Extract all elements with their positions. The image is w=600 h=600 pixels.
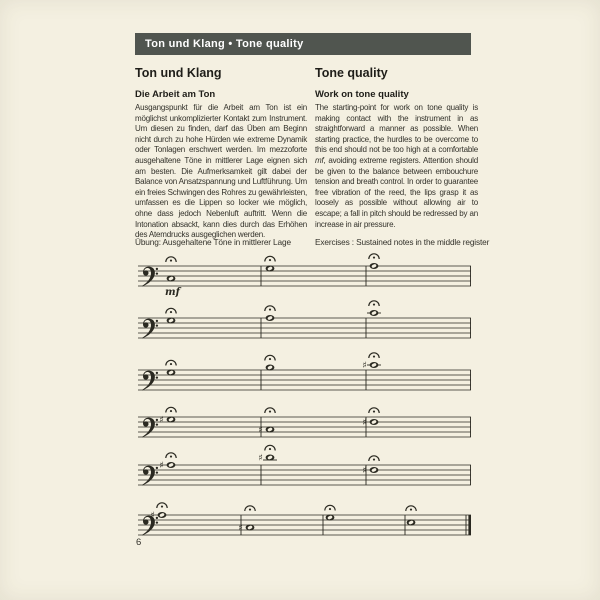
sharp-icon: ♯ bbox=[258, 425, 263, 436]
fermata-dot bbox=[373, 459, 375, 461]
english-body-pre: The starting-point for work on tone quality is making contact with the instrument in as straightforward a manner as possible. When starting practice, the hurdles to be overcome to this end should not be too high at a comfortable bbox=[315, 103, 478, 155]
bass-clef-icon bbox=[142, 418, 158, 438]
sharp-icon: ♯ bbox=[258, 453, 263, 464]
german-title: Ton und Klang bbox=[135, 66, 222, 80]
section-header-label: Ton und Klang • Tone quality bbox=[145, 38, 304, 50]
fermata-dot bbox=[373, 356, 375, 358]
english-subtitle: Work on tone quality bbox=[315, 89, 409, 100]
fermata-dot bbox=[170, 311, 172, 313]
sharp-icon: ♯ bbox=[238, 523, 243, 534]
fermata-dot bbox=[249, 509, 251, 511]
fermata-dot bbox=[170, 410, 172, 412]
english-body-post: , avoiding extreme registers. Attention should be given to the balance between embouchure tension and breath control. In order to guarantee free vibration of the reed, the lips grasp it as loosely as possible without allowing air to escape; a fall in pitch should be redressed by an increase in air pressure. bbox=[315, 155, 478, 229]
fermata-dot bbox=[170, 363, 172, 365]
fermata-dot bbox=[269, 411, 271, 413]
english-title: Tone quality bbox=[315, 66, 388, 80]
fermata-dot bbox=[170, 456, 172, 458]
fermata-dot bbox=[373, 304, 375, 306]
fermata-dot bbox=[410, 509, 412, 511]
sharp-icon: ♯ bbox=[362, 418, 367, 429]
fermata-dot bbox=[269, 309, 271, 311]
fermata-dot bbox=[161, 506, 163, 508]
fermata-dot bbox=[373, 257, 375, 259]
dynamic-marking: mf bbox=[165, 287, 180, 298]
fermata-dot bbox=[269, 259, 271, 261]
fermata-dot bbox=[329, 508, 331, 510]
german-body: Ausgangspunkt für die Arbeit am Ton ist ein möglichst unkomplizierter Kontakt zum Instrument. Um diesen zu finden, darf das Üben am Beginn nicht durch zu hohe Hürden wie extreme Dynamik oder Tonlagen erschwert werden. Im mezzoforte ausgehaltene Töne in mittlerer Lage eignen sich am besten. Die Aufmerksamkeit gilt dabei der Balance von Ansatzspannung und Luftführung. Um ein freies Schwingen des Rohres zu gewährleisten, umfassen es die Lippen so locker wie möglich, ohne dass jedoch Nebenluft auftritt. Wenn die Intonation absackt, kann dies durch das Erhöhen des Atemdrucks ausgeglichen werden. bbox=[135, 103, 307, 240]
fermata-dot bbox=[269, 448, 271, 450]
page-number: 6 bbox=[136, 537, 142, 548]
music-staff bbox=[137, 493, 475, 557]
final-barline-thick bbox=[468, 515, 471, 535]
bass-clef-icon bbox=[142, 319, 158, 339]
sharp-icon: ♯ bbox=[150, 511, 155, 522]
exercise-caption-german: Übung: Ausgehaltene Töne in mittlerer Lage bbox=[135, 237, 291, 247]
sharp-icon: ♯ bbox=[362, 466, 367, 477]
sharp-icon: ♯ bbox=[159, 415, 164, 426]
fermata-dot bbox=[269, 358, 271, 360]
fermata-dot bbox=[373, 411, 375, 413]
sharp-icon: ♯ bbox=[362, 361, 367, 372]
exercise-caption-english: Exercises : Sustained notes in the middle register bbox=[315, 237, 490, 247]
sharp-icon: ♯ bbox=[159, 461, 164, 472]
bass-clef-icon bbox=[142, 267, 158, 287]
bass-clef-icon bbox=[142, 466, 158, 486]
german-subtitle: Die Arbeit am Ton bbox=[135, 89, 216, 100]
bass-clef-icon bbox=[142, 371, 158, 391]
english-body-dynamic: mf bbox=[315, 155, 324, 165]
fermata-dot bbox=[170, 260, 172, 262]
